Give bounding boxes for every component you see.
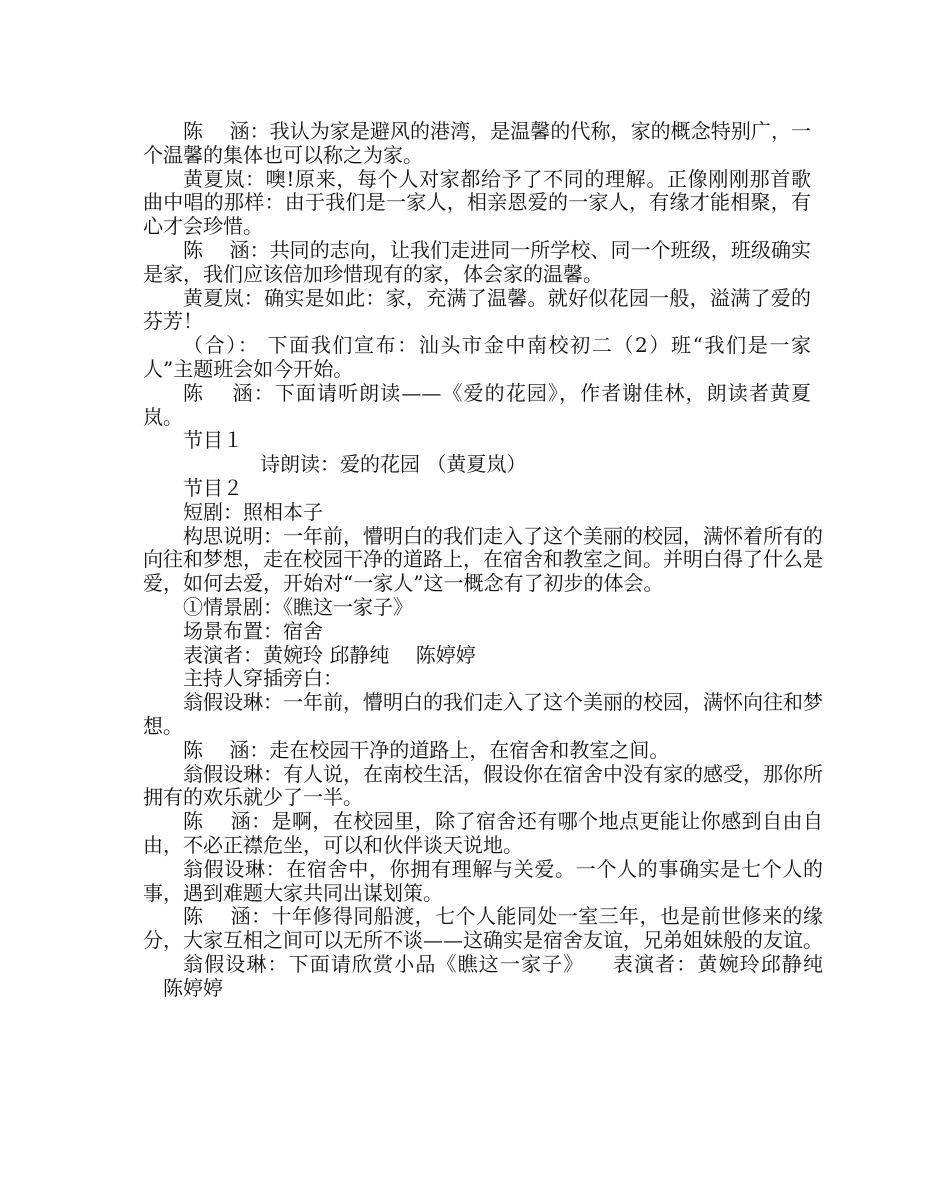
program-1-heading: 节目１ (183, 428, 243, 453)
paragraph-weng-4: 翁假设琳：下面请欣赏小品《瞧这一家子》 表演者：黄婉玲邱静纯 陈婷婷 (143, 951, 823, 1000)
performers-list: 表演者：黄婉玲 邱静纯 陈婷婷 (183, 642, 476, 667)
host-narration-heading: 主持人穿插旁白： (183, 666, 343, 691)
paragraph-weng-3: 翁假设琳：在宿舍中，你拥有理解与关爱。一个人的事确实是七个人的事，遇到难题大家共同出谋划策。 (143, 856, 823, 905)
program-2-skit-title: 短剧：照相本子 (183, 499, 323, 524)
program-2-heading: 节目２ (183, 475, 243, 500)
paragraph-together-announcement: （合）： 下面我们宣布：汕头市金中南校初二（2）班“我们是一家人”主题班会如今开始。 (143, 333, 811, 381)
scene-play-title: ①情景剧：《瞧这一家子》 (183, 594, 413, 619)
program-1-poem-title: 诗朗读：爱的花园 （黄夏岚） (260, 452, 527, 477)
document-body (143, 120, 823, 1000)
paragraph-chen-han-3: 陈 涵：下面请听朗读——《爱的花园》，作者谢佳林，朗读者黄夏岚。 (143, 380, 811, 429)
paragraph-weng-1: 翁假设琳：一年前，懵明白的我们走入了这个美丽的校园，满怀向往和梦想。 (143, 690, 823, 738)
paragraph-chen-han-6: 陈 涵：十年修得同船渡，七个人能同处一室三年，也是前世修来的缘分，大家互相之间可以无所不谈——这确实是宿舍友谊，兄弟姐妹般的友谊。 (143, 904, 823, 953)
paragraph-huang-xialan-1: 黄夏岚：噢!原来，每个人对家都给予了不同的理解。正像刚刚那首歌曲中唱的那样：由于我们是一家人，相亲恩爱的一家人，有缘才能相聚，有心才会珍惜。 (143, 166, 811, 239)
paragraph-huang-xialan-2: 黄夏岚：确实是如此：家，充满了温馨。就好似花园一般，溢满了爱的芬芳！ (143, 285, 811, 334)
paragraph-chen-han-2: 陈 涵：共同的志向，让我们走进同一所学校、同一个班级，班级确实是家，我们应该倍加珍惜现有的家，体会家的温馨。 (143, 237, 811, 286)
paragraph-weng-2: 翁假设琳：有人说，在南校生活，假设你在宿舍中没有家的感受，那你所拥有的欢乐就少了一半。 (143, 761, 823, 810)
scene-setting: 场景布置：宿舍 (183, 618, 323, 643)
paragraph-chen-han-1: 陈 涵：我认为家是避风的港湾，是温馨的代称，家的概念特别广，一个温馨的集体也可以称之为家。 (143, 119, 811, 167)
paragraph-chen-han-5: 陈 涵：是啊，在校园里，除了宿舍还有哪个地点更能让你感到自由自由，不必正襟危坐，可以和伙伴谈天说地。 (143, 809, 823, 857)
paragraph-chen-han-4: 陈 涵：走在校园干净的道路上，在宿舍和教室之间。 (183, 737, 670, 762)
paragraph-concept-description: 构思说明：一年前，懵明白的我们走入了这个美丽的校园，满怀着所有的向往和梦想，走在校园干净的道路上，在宿舍和教室之间。并明白得了什么是爱，如何去爱，开始对“一家人”这一概念有了初步的体会。 (143, 523, 823, 596)
